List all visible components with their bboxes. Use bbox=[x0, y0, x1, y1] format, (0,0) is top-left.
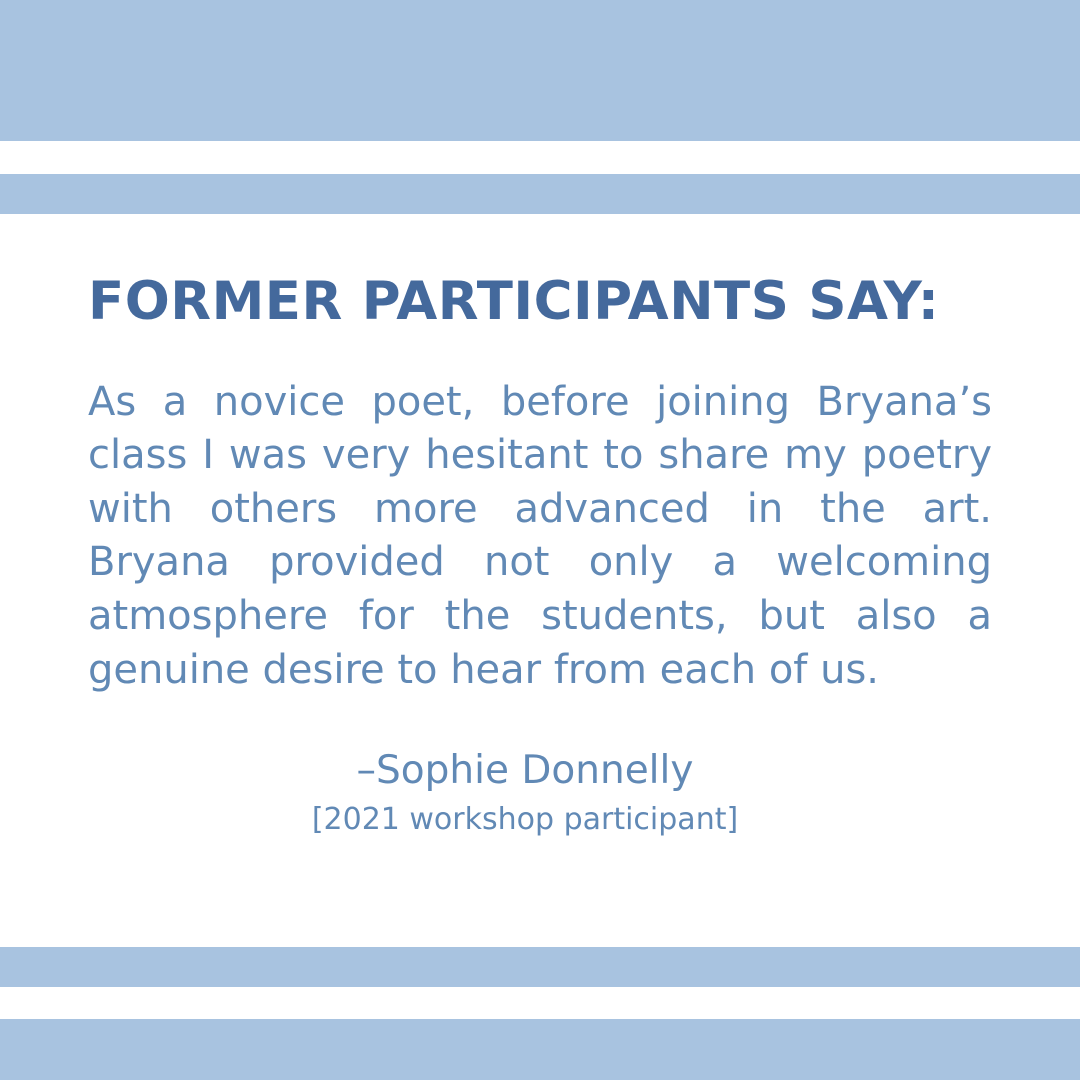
attribution-name: –Sophie Donnelly bbox=[356, 748, 694, 794]
decorative-band-top-primary bbox=[0, 0, 1080, 141]
testimonial-quote: As a novice poet, before joining Bryana’s class I was very hesitant to share my poetry with others more advanced in the art. Bryana provided not only a welcoming atmosphere for the students, but also a genuine desire to hear from each of us. bbox=[88, 378, 992, 693]
card-content bbox=[0, 214, 1080, 947]
attribution-role: [2021 workshop participant] bbox=[311, 802, 739, 838]
decorative-band-bottom-secondary bbox=[0, 1019, 1080, 1080]
decorative-band-top-secondary bbox=[0, 174, 1080, 214]
decorative-band-bottom-primary bbox=[0, 947, 1080, 987]
attribution bbox=[88, 749, 992, 839]
page-title: FORMER PARTICIPANTS SAY: bbox=[88, 271, 940, 332]
